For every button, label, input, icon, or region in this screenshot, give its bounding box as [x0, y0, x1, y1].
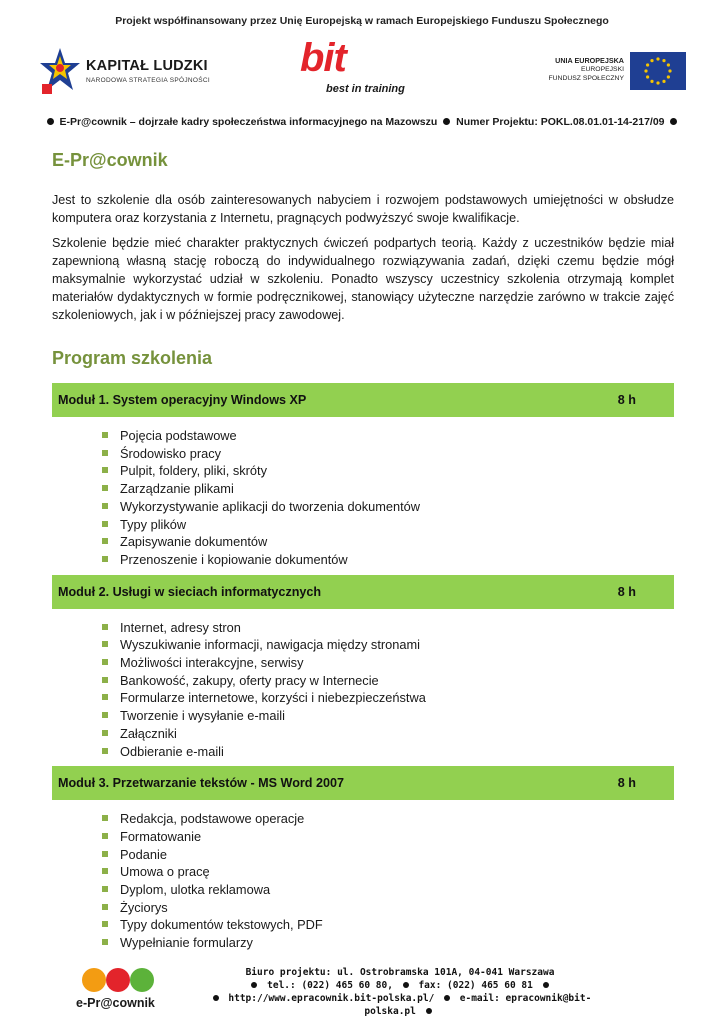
- module-topic-list: [52, 800, 674, 958]
- module-list: [52, 383, 674, 958]
- square-bullet-icon: [102, 904, 108, 910]
- list-item-text: Bankowość, zakupy, oferty pracy w Internecie: [120, 672, 379, 688]
- square-bullet-icon: [102, 641, 108, 647]
- footer-contact: [190, 966, 610, 1018]
- page-title: E-Pr@cownik: [52, 150, 168, 170]
- list-item: [102, 707, 674, 725]
- list-item-text: Umowa o pracę: [120, 864, 210, 880]
- square-bullet-icon: [102, 730, 108, 736]
- eu-flag-icon: [630, 52, 686, 90]
- list-item: [102, 636, 674, 654]
- list-item-text: Typy plików: [120, 516, 187, 532]
- bit-logo-tagline: best in training: [326, 83, 405, 95]
- bit-logo-word: bit: [300, 36, 346, 80]
- bullet-dot-icon: [47, 118, 54, 125]
- list-item: [102, 551, 674, 569]
- module-topic-list: [52, 609, 674, 767]
- e-pracownik-logo: [76, 966, 172, 1022]
- list-item-text: Życiorys: [120, 899, 168, 915]
- list-item: [102, 828, 674, 846]
- bullet-dot-icon: [251, 982, 257, 988]
- e-pracownik-logo-text: e-Pr@cownik: [76, 996, 155, 1010]
- header-logos: [38, 36, 686, 102]
- square-bullet-icon: [102, 659, 108, 665]
- module-hours: 8 h: [617, 584, 636, 599]
- bit-logo: [300, 36, 420, 102]
- list-item: [102, 462, 674, 480]
- square-bullet-icon: [102, 467, 108, 473]
- kapital-ludzki-star-icon: [38, 46, 82, 96]
- list-item-text: Formatowanie: [120, 828, 202, 844]
- cofinancing-note: Projekt współfinansowany przez Unię Europejską w ramach Europejskiego Funduszu Społecznego: [115, 15, 609, 27]
- list-item: [102, 619, 674, 637]
- list-item: [102, 427, 674, 445]
- footer-phone: tel.: (022) 465 60 80,: [267, 980, 393, 991]
- square-bullet-icon: [102, 833, 108, 839]
- square-bullet-icon: [102, 538, 108, 544]
- intro-paragraph-1: Jest to szkolenie dla osób zainteresowanych nabyciem i rozwojem podstawowych umiejętności w obsłudze komputera oraz korzystania z Internetu, pragnących podwyższyć swoje kwalifikacje.: [52, 193, 674, 225]
- list-item-text: Wypełnianie formularzy: [120, 935, 253, 951]
- footer-office: Biuro projektu: ul. Ostrobramska 101A, 04-041 Warszawa: [245, 967, 555, 978]
- module-header: [52, 766, 674, 800]
- project-info-line: [0, 116, 724, 128]
- bullet-dot-icon: [426, 1008, 432, 1014]
- intro-paragraph-2: Szkolenie będzie mieć charakter praktycznych ćwiczeń podpartych teorią. Każdy z uczestników będzie miał zapewnioną własną stację roboczą do indywidualnego rozwiązywania zadań, dzięki czemu będzie mógł maksymalnie wykorzystać udział w szkoleniu. Ponadto wszyscy uczestnicy szkolenia otrzymają komplet materiałów dydaktycznych w formie podręcznikowej, stanowiący użyteczne narzędzie zarówno w trakcie zajęć szkoleniowych, jak i w późniejszej pracy zawodowej.: [52, 236, 674, 322]
- list-item: [102, 934, 674, 952]
- square-bullet-icon: [102, 939, 108, 945]
- list-item: [102, 672, 674, 690]
- square-bullet-icon: [102, 450, 108, 456]
- list-item-text: Typy dokumentów tekstowych, PDF: [120, 917, 323, 933]
- list-item-text: Zarządzanie plikami: [120, 481, 234, 497]
- module-hours: 8 h: [617, 776, 636, 791]
- bullet-dot-icon: [213, 995, 219, 1001]
- e-pracownik-logo-icons: [82, 966, 158, 996]
- list-item-text: Odbieranie e-maili: [120, 743, 224, 759]
- module-hours: 8 h: [617, 393, 636, 407]
- square-bullet-icon: [102, 748, 108, 754]
- people-icon: [106, 968, 130, 992]
- list-item-text: Redakcja, podstawowe operacje: [120, 811, 305, 827]
- module-header: [52, 575, 674, 609]
- list-item-text: Podanie: [120, 846, 167, 862]
- module-title: Moduł 2. Usługi w sieciach informatycznych: [58, 584, 322, 599]
- bullet-dot-icon: [443, 118, 450, 125]
- footer-fax: fax: (022) 465 60 81: [418, 980, 533, 991]
- kapital-ludzki-logo: [38, 44, 228, 98]
- list-item: [102, 916, 674, 934]
- list-item: [102, 899, 674, 917]
- list-item: [102, 881, 674, 899]
- module-header: [52, 383, 674, 417]
- square-bullet-icon: [102, 886, 108, 892]
- module-title: Moduł 1. System operacyjny Windows XP: [58, 393, 307, 407]
- list-item-text: Załączniki: [120, 725, 177, 741]
- list-item: [102, 846, 674, 864]
- eu-line-3: FUNDUSZ SPOŁECZNY: [548, 75, 624, 82]
- list-item: [102, 863, 674, 881]
- briefcase-icon: [82, 968, 106, 992]
- square-bullet-icon: [102, 485, 108, 491]
- list-item: [102, 689, 674, 707]
- square-bullet-icon: [102, 432, 108, 438]
- square-bullet-icon: [102, 815, 108, 821]
- square-bullet-icon: [102, 624, 108, 630]
- eu-text: [548, 56, 624, 83]
- list-item-text: Dyplom, ulotka reklamowa: [120, 882, 271, 898]
- list-item-text: Przenoszenie i kopiowanie dokumentów: [120, 551, 348, 567]
- square-bullet-icon: [102, 851, 108, 857]
- bullet-dot-icon: [403, 982, 409, 988]
- list-item-text: Wykorzystywanie aplikacji do tworzenia dokumentów: [120, 498, 421, 514]
- list-item-text: Pulpit, foldery, pliki, skróty: [120, 463, 267, 479]
- list-item: [102, 480, 674, 498]
- eu-title: UNIA EUROPEJSKA: [555, 56, 624, 65]
- list-item-text: Tworzenie i wysyłanie e-maili: [120, 708, 285, 724]
- list-item: [102, 445, 674, 463]
- square-bullet-icon: [102, 677, 108, 683]
- list-item-text: Wyszukiwanie informacji, nawigacja między stronami: [120, 637, 421, 653]
- project-number: Numer Projektu: POKL.08.01.01-14-217/09: [456, 116, 665, 128]
- square-bullet-icon: [102, 712, 108, 718]
- list-item-text: Możliwości interakcyjne, serwisy: [120, 655, 304, 671]
- module-topic-list: [52, 417, 674, 575]
- footer-email-link[interactable]: e-mail: epracownik@bit-polska.pl: [364, 993, 592, 1017]
- square-bullet-icon: [102, 694, 108, 700]
- arrows-icon: [130, 968, 154, 992]
- square-bullet-icon: [102, 868, 108, 874]
- eu-line-2: EUROPEJSKI: [580, 66, 624, 73]
- module-title: Moduł 3. Przetwarzanie tekstów - MS Word 2007: [58, 776, 344, 791]
- square-bullet-icon: [102, 556, 108, 562]
- bullet-dot-icon: [543, 982, 549, 988]
- kapital-ludzki-subtitle: NARODOWA STRATEGIA SPÓJNOŚCI: [86, 77, 210, 84]
- list-item: [102, 516, 674, 534]
- list-item: [102, 810, 674, 828]
- square-bullet-icon: [102, 921, 108, 927]
- list-item: [102, 498, 674, 516]
- footer-website-link[interactable]: http://www.epracownik.bit-polska.pl/: [228, 993, 435, 1004]
- program-title: Program szkolenia: [52, 348, 213, 368]
- list-item-text: Pojęcia podstawowe: [120, 428, 237, 443]
- list-item-text: Zapisywanie dokumentów: [120, 534, 268, 550]
- project-name: E-Pr@cownik – dojrzałe kadry społeczeństwa informacyjnego na Mazowszu: [59, 116, 438, 128]
- list-item-text: Formularze internetowe, korzyści i niebezpieczeństwa: [120, 690, 426, 706]
- list-item: [102, 725, 674, 743]
- main-content: [52, 150, 674, 958]
- square-bullet-icon: [102, 503, 108, 509]
- square-bullet-icon: [102, 521, 108, 527]
- list-item-text: Środowisko pracy: [120, 445, 221, 461]
- list-item: [102, 533, 674, 551]
- bullet-dot-icon: [670, 118, 677, 125]
- list-item: [102, 654, 674, 672]
- list-item: [102, 743, 674, 761]
- list-item-text: Internet, adresy stron: [120, 619, 241, 635]
- bullet-dot-icon: [444, 995, 450, 1001]
- kapital-ludzki-name: KAPITAŁ LUDZKI: [86, 58, 208, 74]
